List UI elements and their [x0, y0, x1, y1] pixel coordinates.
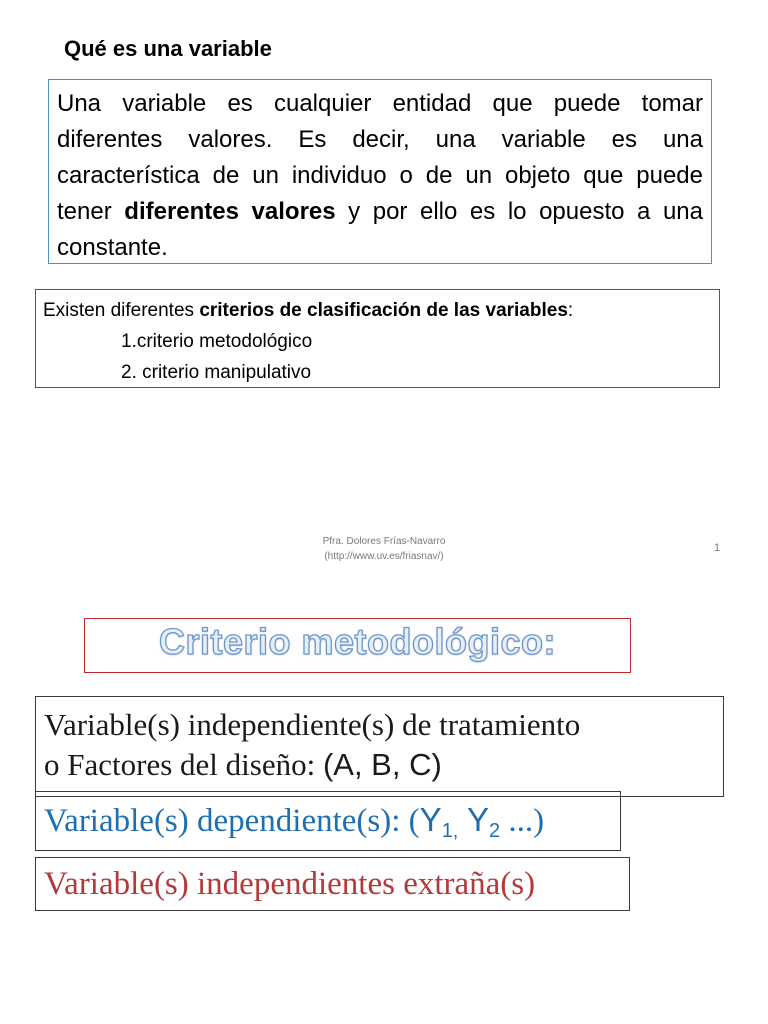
dependent-label: Variable(s) dependiente(s): (	[44, 803, 420, 839]
page-title: Qué es una variable	[64, 36, 272, 61]
independent-factors: (A, B, C)	[322, 747, 442, 782]
independent-line-2-text: o Factores del diseño:	[44, 747, 323, 782]
criteria-item-methodological: 1.criterio metodológico	[121, 331, 313, 352]
criteria-intro	[43, 295, 712, 326]
dependent-y2-subscript: 2	[488, 820, 501, 842]
extraneous-label: Variable(s) independientes extraña(s)	[44, 866, 536, 902]
definition-text-end: y por ello es lo opuesto a una constante.	[57, 198, 703, 261]
definition-emphasis: diferentes valores	[124, 198, 336, 225]
independent-line-1: Variable(s) independiente(s) de tratamiento	[44, 707, 581, 742]
section-heading-box	[84, 618, 631, 673]
slide-footer	[0, 534, 768, 564]
dependent-y1	[419, 801, 501, 842]
dependent-y2-letter: Y	[466, 801, 489, 838]
definition-text: Una variable es cualquier entidad que puede tomar diferentes valores. Es decir, una variable es una característica de un individuo o de un objeto que puede tener	[57, 90, 703, 225]
independent-variables-box	[35, 696, 724, 797]
section-heading: Criterio metodológico:	[159, 620, 556, 662]
dependent-y1-letter: Y	[419, 801, 442, 838]
dependent-variables-box	[35, 791, 621, 851]
dependent-y1-subscript: 1,	[441, 820, 459, 842]
extraneous-variables-box	[35, 857, 630, 911]
criteria-box	[35, 289, 720, 388]
dependent-suffix: ...)	[500, 803, 545, 839]
criteria-intro-colon: :	[567, 300, 574, 321]
footer-url: (http://www.uv.es/friasnav/)	[324, 551, 444, 562]
page-number: 1	[714, 542, 721, 554]
independent-line-2	[44, 745, 715, 785]
definition-box	[48, 79, 712, 264]
criteria-item-manipulative: 2. criterio manipulativo	[121, 362, 312, 383]
criteria-intro-bold: criterios de clasificación de las variables	[199, 300, 568, 321]
criteria-intro-text: Existen diferentes	[43, 300, 200, 321]
dependent-gap	[458, 801, 467, 838]
footer-author: Pfra. Dolores Frías-Navarro	[322, 536, 446, 547]
